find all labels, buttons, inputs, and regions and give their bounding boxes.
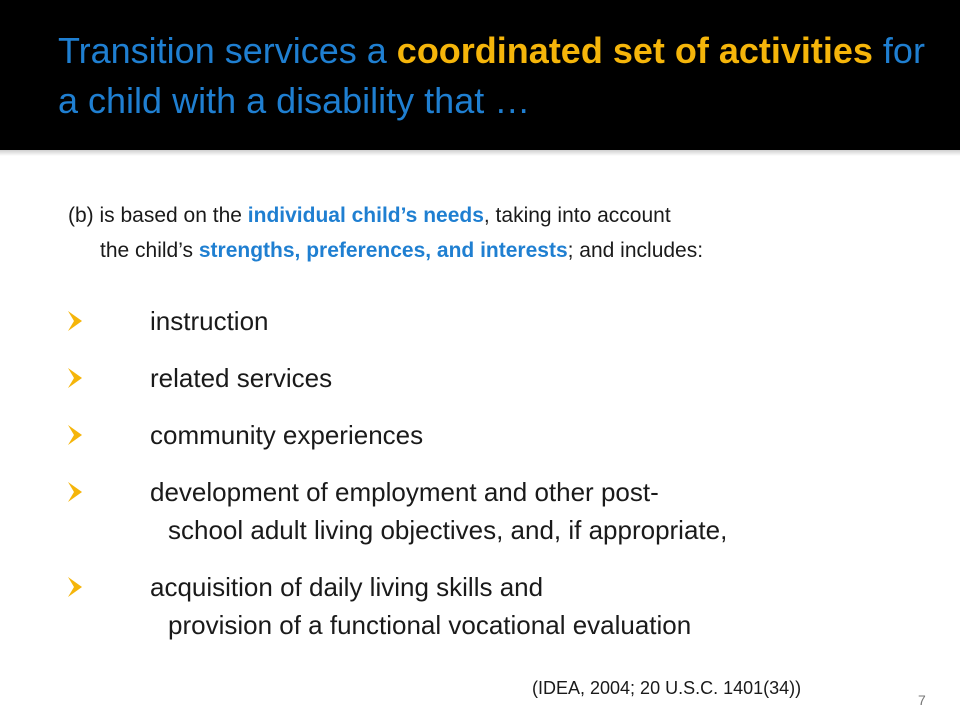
arrow-bullet-icon <box>68 311 82 331</box>
arrow-bullet-icon <box>68 577 82 597</box>
intro-text-2: , taking into account <box>483 204 671 227</box>
bullet-text-continuation: provision of a functional vocational evaluation <box>168 610 692 640</box>
bullet-item-instruction <box>68 302 948 340</box>
intro-paragraph <box>68 198 948 268</box>
bullet-item-community-experiences <box>68 416 948 454</box>
intro-text-1: (b) is based on the <box>68 204 248 227</box>
bullet-text-continuation: school adult living objectives, and, if appropriate, <box>168 515 728 545</box>
title-part-2: for a child with a disability that … <box>58 30 925 121</box>
intro-text-4: ; and includes: <box>567 239 704 262</box>
title-part-1: Transition services a <box>58 30 397 71</box>
arrow-bullet-icon <box>68 368 82 388</box>
bullet-item-daily-living <box>68 568 948 644</box>
title-band <box>0 0 960 150</box>
page-number: 7 <box>918 692 926 708</box>
bullet-text: development of employment and other post- <box>150 477 659 507</box>
title-highlight: coordinated set of activities <box>396 30 873 71</box>
citation: (IDEA, 2004; 20 U.S.C. 1401(34)) <box>532 678 802 698</box>
intro-line-2 <box>68 233 703 268</box>
bullet-text: acquisition of daily living skills and <box>150 572 544 602</box>
bullet-text: community experiences <box>150 420 424 450</box>
bullet-item-employment <box>68 473 948 549</box>
intro-text-3: the child’s <box>100 239 199 262</box>
title-divider <box>0 150 960 156</box>
bullet-text: related services <box>150 363 333 393</box>
intro-emphasis-needs: individual child’s needs <box>247 204 484 227</box>
intro-emphasis-strengths: strengths, preferences, and interests <box>198 239 568 262</box>
slide-title <box>58 26 938 126</box>
arrow-bullet-icon <box>68 425 82 445</box>
bullet-list <box>68 302 948 663</box>
bullet-item-related-services <box>68 359 948 397</box>
bullet-text: instruction <box>150 306 269 336</box>
arrow-bullet-icon <box>68 482 82 502</box>
